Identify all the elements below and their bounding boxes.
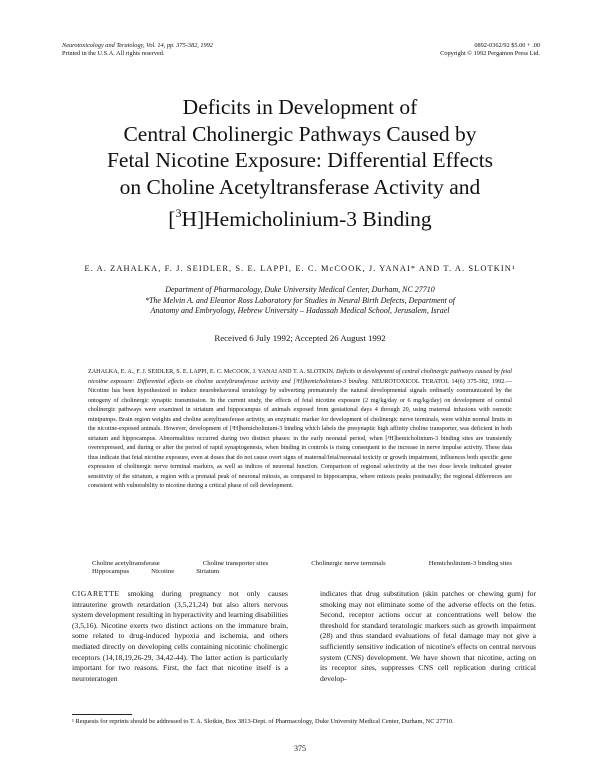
footnote: ¹ Requests for reprints should be addressed to T. A. Slotkin, Box 3813-Dept. of Pharmacology, Duke University Medical Center, Durham, NC 27710. <box>72 718 454 725</box>
keyword-row <box>92 560 512 568</box>
received-dates: Received 6 July 1992; Accepted 26 August 1992 <box>214 333 386 343</box>
abstract-citation: NEUROTOXICOL TERATOL 14(6) 375-382, 1992. <box>371 378 506 385</box>
title-line: Deficits in Development of <box>182 95 418 119</box>
affiliation-line: Anatomy and Embryology, Hebrew University – Hadassah Medical School, Jerusalem, Israel <box>150 306 450 315</box>
price-code: 0892-0362/92 $5.00 + .00 <box>474 42 540 49</box>
keyword: Cholinergic nerve terminals <box>311 560 386 567</box>
keyword-row <box>92 568 512 576</box>
article-title <box>40 94 560 233</box>
affiliations <box>60 285 540 317</box>
printed-notice: Printed in the U.S.A. All rights reserved. <box>62 50 165 57</box>
title-line: Central Cholinergic Pathways Caused by <box>123 121 477 146</box>
title-line-text: H]Hemicholinium-3 Binding <box>181 207 432 231</box>
keyword: Nicotine <box>151 568 175 575</box>
abstract-authors: ZAHALKA, E. A., F. J. SEIDLER, S. E. LAPPI, E. C. McCOOK, J. YANAI AND T. A. SLOTKIN. <box>88 369 335 375</box>
affiliation-line: Department of Pharmacology, Duke University Medical Center, Durham, NC 27710 <box>165 285 435 294</box>
page-number: 375 <box>294 744 306 753</box>
body-column-right <box>320 589 536 684</box>
keyword: Choline acetyltransferase <box>92 560 160 567</box>
body-column-left <box>72 589 288 684</box>
abstract-title: Deficits in development of central cholinergic pathways caused by fetal nicotine exposure: Differential effects on choline acetyltransferase activity and [³H]hemicholinium-3 binding. <box>88 369 512 385</box>
copyright-notice: Copyright © 1992 Pergamon Press Ltd. <box>440 50 540 57</box>
keyword: Striatum <box>196 568 220 575</box>
footnote-divider <box>72 714 132 715</box>
affiliation-line: *The Melvin A. and Eleanor Ross Laboratory for Studies in Neural Birth Defects, Department of <box>144 295 456 305</box>
keyword: Choline transporter sites <box>202 560 269 567</box>
journal-citation: Neurotoxicology and Teratology, Vol. 14, pp. 375-382, 1992 <box>62 42 214 49</box>
body-lead-word: CIGARETTE <box>72 589 120 598</box>
title-superscript: 3 <box>175 206 182 220</box>
title-line: Fetal Nicotine Exposure: Differential Effects <box>106 148 494 172</box>
keyword: Hippocampus <box>92 568 130 575</box>
author-list: E. A. ZAHALKA, F. J. SEIDLER, S. E. LAPPI, E. C. McCOOK, J. YANAI* AND T. A. SLOTKIN¹ <box>84 264 516 273</box>
body-text-left: smoking during pregnancy not only causes intrauterine growth retardation (3,5,21,24) but also alters nervous system development resulting in hyperactivity and learning disabilities (3,5,16). Nicotine exerts two distinct actions on the immature brain, some related to drug-induced hypoxia and ischemia, and others mediated directly on developing cells containing nicotinic cholinergic receptors (14,18,19,26-29, 34,42-44). The latter action is particularly important for two reasons. First, the fact that nicotine itself is a neuroteratogen <box>72 589 288 683</box>
keywords <box>92 560 512 576</box>
keyword: Hemicholinium-3 binding sites <box>428 560 512 567</box>
title-bracket: [ <box>168 207 176 231</box>
body-text-right: indicates that drug substitution (skin patches or chewing gum) for smoking may not eliminate some of the adverse effects on the fetus. Second, receptor actions occur at concentrations well below the threshold for standard teratologic markers such as growth impairment (28) and thus standard evaluations of fetal damage may not give a sufficiently sensitive indication of nicotine's effects on central nervous system (CNS) development. We have shown that nicotine, acting on its receptor sites, suppresses CNS cell replication during critical develop- <box>320 589 536 683</box>
abstract-body: —Nicotine has been hypothesized to induce neurobehavioral teratology by subverting prematurely the natural developmental signals ordinarily communicated by the ontogeny of cholinergic synaptic transmission. In the current study, the effects of fetal nicotine exposure (2 mg/kg/day or 6 mg/kg/day) on development of central cholinergic pathways were examined in striatum and hippocampus of animals exposed from gestational days 4 through 20, using maternal infusions with osmotic minipumps. Brain region weights and choline acetyltransferase activity, an enzymatic marker for development of cholinergic nerve terminals, were within normal limits in the nicotine-exposed animals. However, development of [³H]hemicholinium-3 binding which labels the presynaptic high affinity choline transporter, was deficient in both striatum and hippocampus. Abnormalities occurred during two distinct phases: in the early neonatal period, when [³H]hemicholinium-3 binding sites are transiently overexpressed, and during or after the period of rapid synaptogenesis, when binding in controls is rising consequent to the increase in nerve impulse activity. These data thus indicate that fetal nicotine exposure, even at doses that do not cause overt signs of maternal/fetal/neonatal toxicity or growth impairment, influences both specific gene expression of cholinergic nerve terminal markers, as well as indices of neuronal function. Comparison of regional selectivity at the two dose levels indicated greater sensitivity of the striatum, a region with a prenatal peak of neuronal mitosis, as compared to hippocampus, where mitosis peaks postnatally; the regional differences are consistent with vulnerability to nicotine during a critical phase of cell development. <box>88 378 512 489</box>
title-line <box>40 200 560 233</box>
running-header-right <box>440 42 540 58</box>
running-header-left <box>62 42 213 58</box>
abstract <box>88 368 512 492</box>
title-line: on Choline Acetyltransferase Activity and <box>119 174 481 199</box>
